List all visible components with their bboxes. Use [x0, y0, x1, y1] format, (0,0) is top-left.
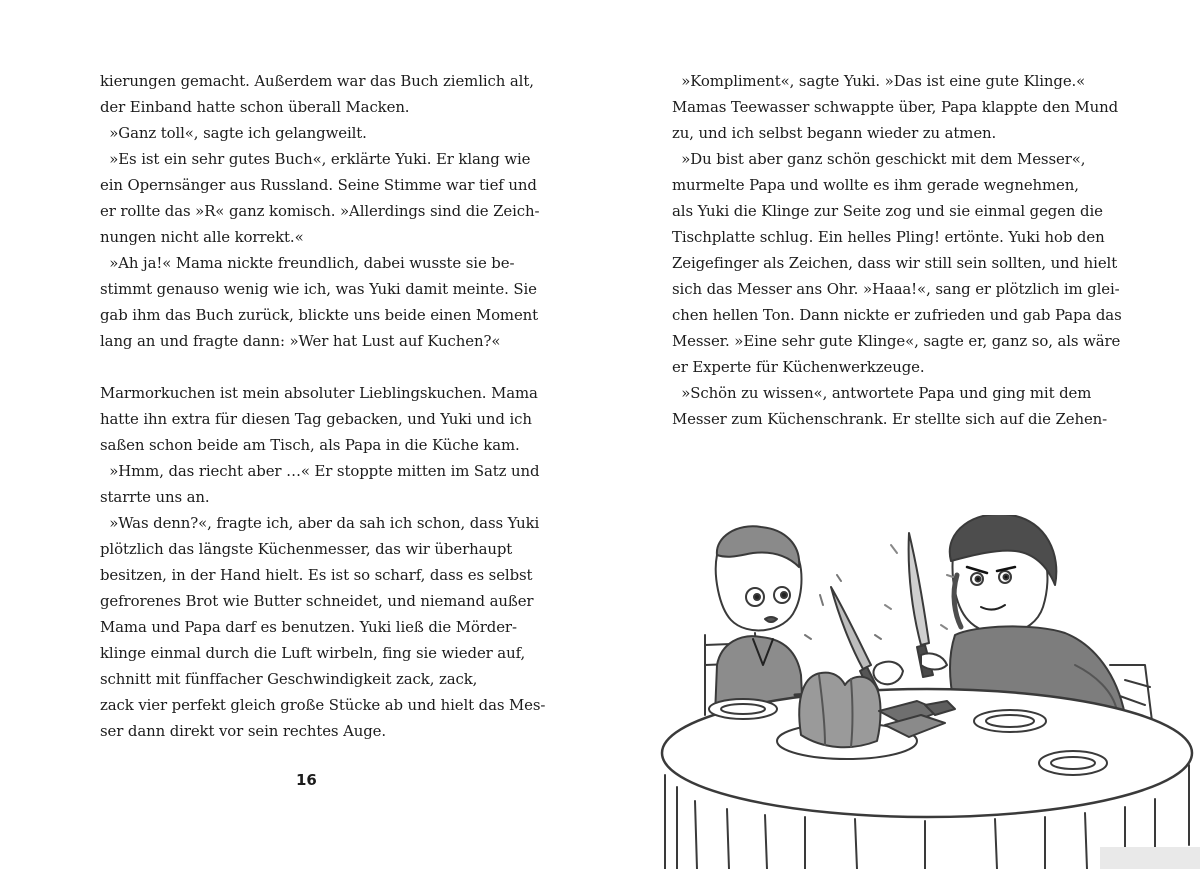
text-line: lang an und fragte dann: »Wer hat Lust auf Kuchen?« [100, 332, 501, 350]
left-page-text [100, 68, 546, 744]
kitchen-knife [885, 533, 953, 677]
text-line: »Was denn?«, fragte ich, aber da sah ich schon, dass Yuki [100, 514, 540, 532]
text-line: besitzen, in der Hand hielt. Es ist so scharf, dass es selbst [100, 566, 533, 584]
text-line: zu, und ich selbst begann wieder zu atmen. [672, 124, 997, 142]
text-line: ein Opernsänger aus Russland. Seine Stimme war tief und [100, 176, 537, 194]
text-line: »Hmm, das riecht aber …« Er stoppte mitten im Satz und [100, 462, 540, 480]
text-line: ser dann direkt vor sein rechtes Auge. [100, 722, 387, 740]
text-line [100, 354, 530, 380]
text-line: »Es ist ein sehr gutes Buch«, erklärte Yuki. Er klang wie [100, 150, 531, 168]
text-line: sich das Messer ans Ohr. »Haaa!«, sang er plötzlich im glei- [672, 280, 1120, 298]
text-line: Marmorkuchen ist mein absoluter Lieblingskuchen. Mama [100, 384, 538, 402]
text-line: kierungen gemacht. Außerdem war das Buch ziemlich alt, [100, 72, 534, 90]
text-line: der Einband hatte schon überall Macken. [100, 98, 410, 116]
text-line: chen hellen Ton. Dann nickte er zufrieden und gab Papa das [672, 306, 1122, 324]
text-line: schnitt mit fünffacher Geschwindigkeit zack, zack, [100, 670, 478, 688]
text-line: er rollte das »R« ganz komisch. »Allerdings sind die Zeich- [100, 202, 540, 220]
text-line: Messer zum Küchenschrank. Er stellte sich auf die Zehen- [672, 410, 1108, 428]
text-line: Mamas Teewasser schwappte über, Papa klappte den Mund [672, 98, 1119, 116]
text-line: klinge einmal durch die Luft wirbeln, fing sie wieder auf, [100, 644, 526, 662]
text-line: Tischplatte schlug. Ein helles Pling! ertönte. Yuki hob den [672, 228, 1105, 246]
text-line: murmelte Papa und wollte es ihm gerade wegnehmen, [672, 176, 1079, 194]
text-line: Mama und Papa darf es benutzen. Yuki ließ die Mörder- [100, 618, 517, 636]
text-line: saßen schon beide am Tisch, als Papa in die Küche kam. [100, 436, 520, 454]
hand [874, 662, 903, 685]
text-line: »Kompliment«, sagte Yuki. »Das ist eine gute Klinge.« [672, 72, 1086, 90]
text-line: Messer. »Eine sehr gute Klinge«, sagte er, ganz so, als wäre [672, 332, 1121, 350]
text-line: »Du bist aber ganz schön geschickt mit dem Messer«, [672, 150, 1086, 168]
text-line: er Experte für Küchenwerkzeuge. [672, 358, 925, 376]
page-number: 16 [296, 771, 317, 789]
text-line: hatte ihn extra für diesen Tag gebacken, und Yuki und ich [100, 410, 532, 428]
text-line: starrte uns an. [100, 488, 210, 506]
text-line: »Ganz toll«, sagte ich gelangweilt. [100, 124, 367, 142]
text-line: nungen nicht alle korrekt.« [100, 228, 304, 246]
text-line: zack vier perfekt gleich große Stücke ab und hielt das Mes- [100, 696, 546, 714]
text-line: gab ihm das Buch zurück, blickte uns beide einen Moment [100, 306, 539, 324]
right-page-text [672, 68, 1122, 432]
kitchen-table-knife-illustration [655, 515, 1200, 869]
text-line: »Schön zu wissen«, antwortete Papa und ging mit dem [672, 384, 1092, 402]
text-line: plötzlich das längste Küchenmesser, das wir überhaupt [100, 540, 513, 558]
text-line: »Ah ja!« Mama nickte freundlich, dabei wusste sie be- [100, 254, 515, 272]
text-line: gefrorenes Brot wie Butter schneidet, und niemand außer [100, 592, 534, 610]
text-line: Zeigefinger als Zeichen, dass wir still sein sollten, und hielt [672, 254, 1118, 272]
page-edge-shadow [1100, 847, 1200, 869]
text-line: als Yuki die Klinge zur Seite zog und sie einmal gegen die [672, 202, 1103, 220]
text-line: stimmt genauso wenig wie ich, was Yuki damit meinte. Sie [100, 280, 537, 298]
